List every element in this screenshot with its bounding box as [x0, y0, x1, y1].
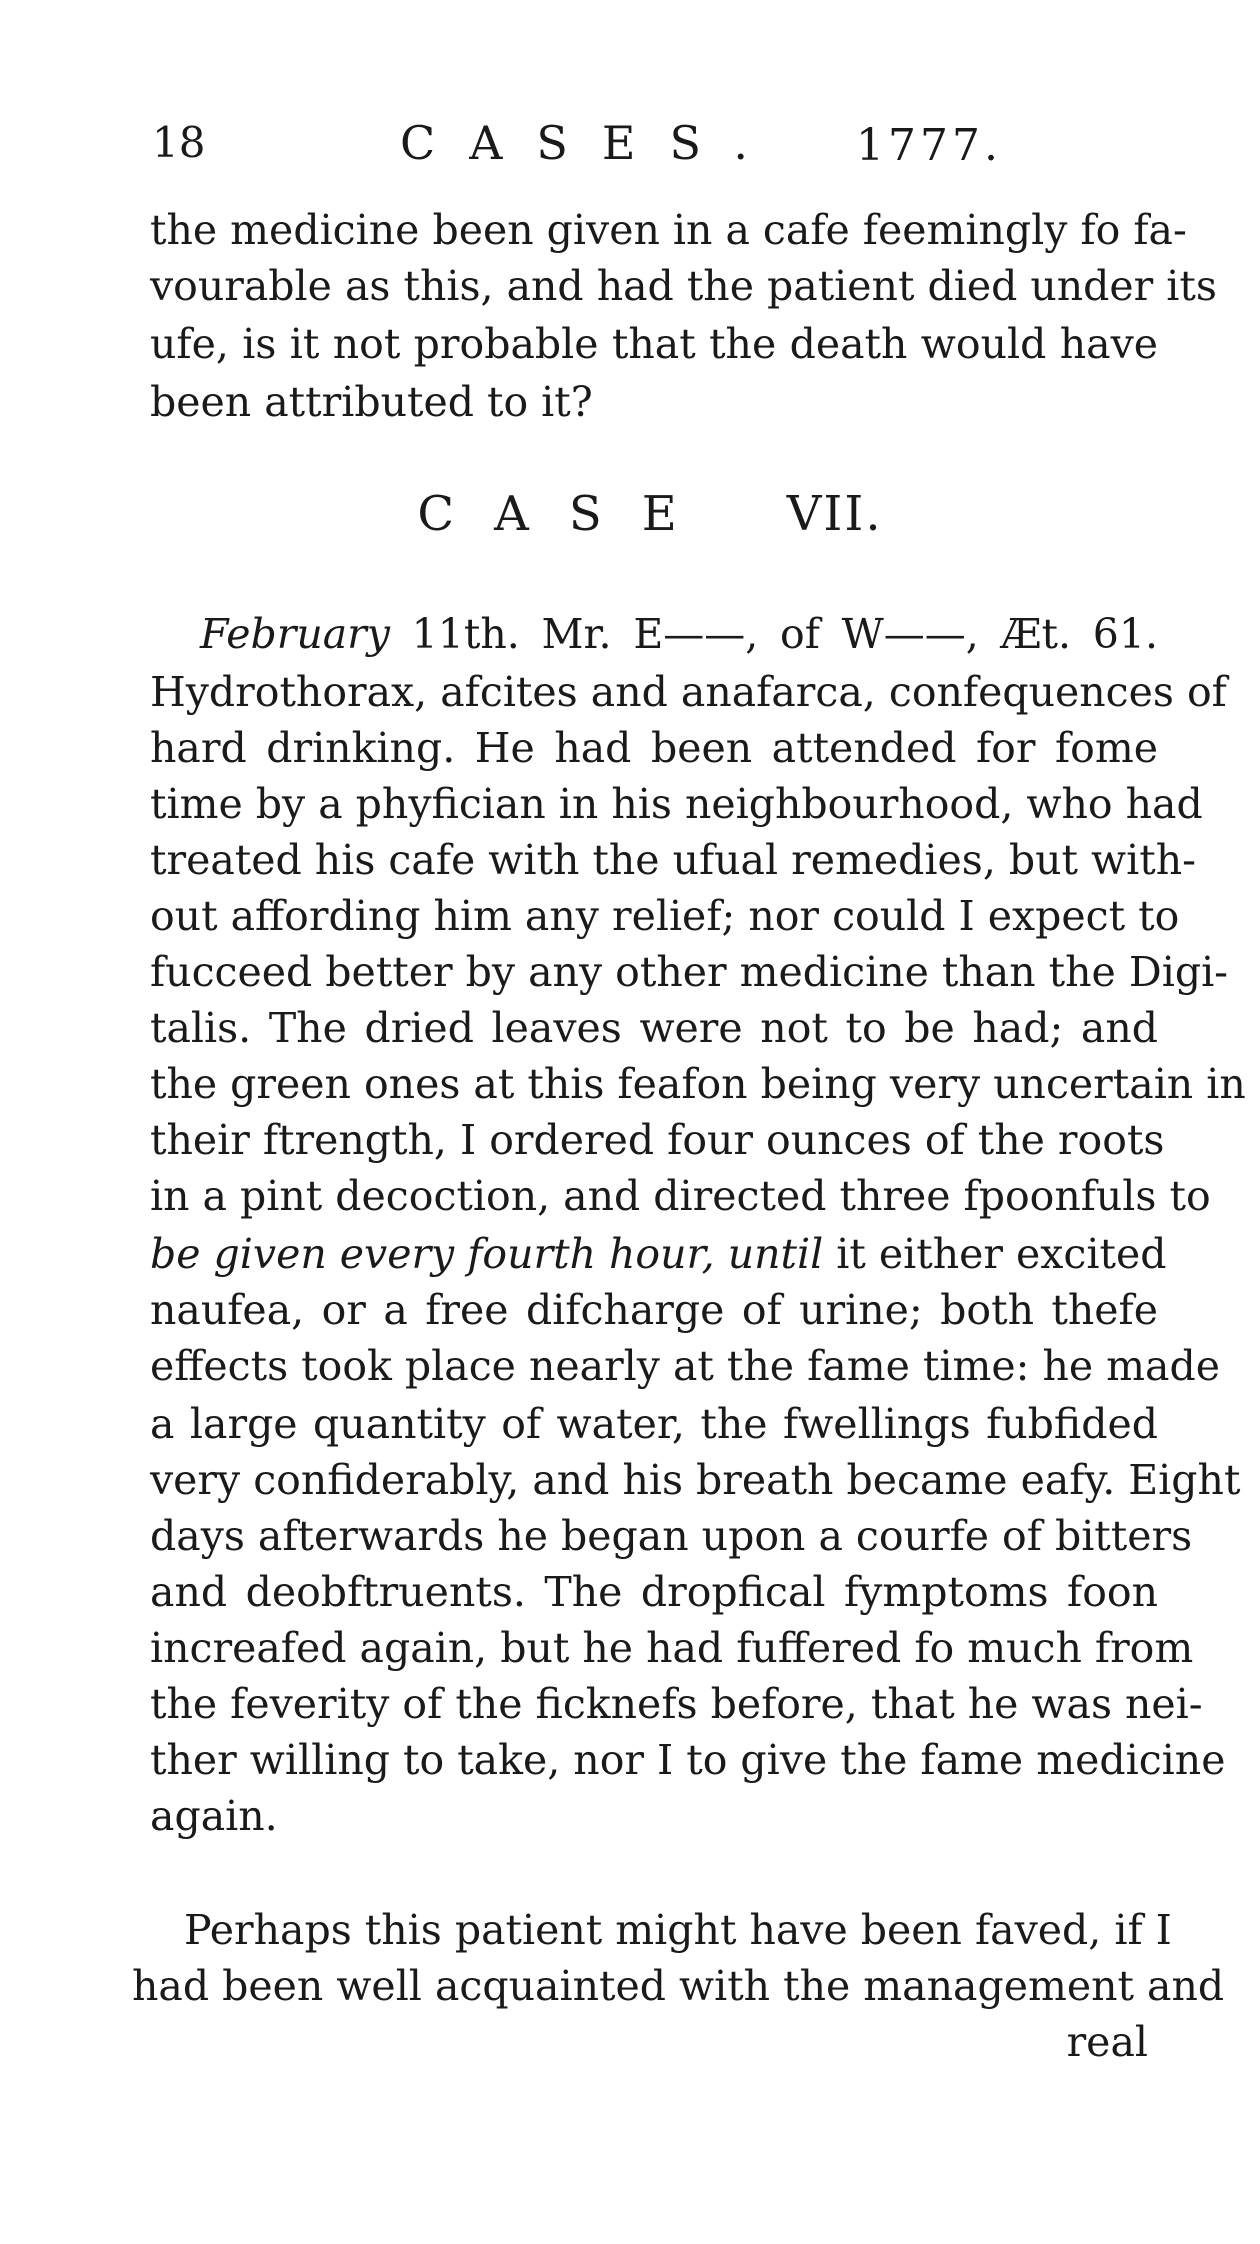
- text-line: increafed again, but he had fuffered fo much from: [150, 1624, 1194, 1672]
- text-line: been attributed to it?: [150, 378, 593, 426]
- text-line: fucceed better by any other medicine than the Digi-: [150, 948, 1229, 996]
- text-line: talis. The dried leaves were not to be had; and: [150, 1004, 1158, 1052]
- text-line: ufe, is it not probable that the death would have: [150, 320, 1158, 368]
- text-line: Perhaps this patient might have been faved, if I: [184, 1906, 1172, 1954]
- text-line: vourable as this, and had the patient died under its: [150, 262, 1217, 310]
- case-label: CASE: [417, 486, 717, 542]
- case-first-line-text: 11th. Mr. E——, of W——, Æt. 61.: [389, 610, 1158, 658]
- text-line: ther willing to take, nor I to give the fame medicine: [150, 1736, 1226, 1784]
- text-line: the green ones at this feafon being very uncertain in: [150, 1060, 1246, 1108]
- text-line: effects took place nearly at the fame time: he made: [150, 1342, 1221, 1390]
- text-line-italic: [150, 1226, 1167, 1282]
- running-head: [150, 116, 1150, 176]
- text-line: the medicine been given in a cafe feemingly fo fa-: [150, 206, 1187, 254]
- running-year: 1777.: [856, 120, 1002, 171]
- case-first-line: [200, 606, 1158, 662]
- text-line: treated his cafe with the ufual remedies, but with-: [150, 836, 1196, 884]
- text-line: and deobftruents. The dropfical fymptoms foon: [150, 1568, 1158, 1616]
- text-line: Hydrothorax, afcites and anafarca, confequences of: [150, 668, 1227, 716]
- case-date: February: [200, 610, 390, 658]
- line-tail: it either excited: [823, 1230, 1167, 1278]
- text-line: time by a phyfician in his neighbourhood, who had: [150, 780, 1203, 828]
- catchword: real: [1066, 2018, 1148, 2066]
- italic-phrase: be given every fourth hour,: [150, 1230, 728, 1278]
- text-line: a large quantity of water, the fwellings fubfided: [150, 1400, 1158, 1448]
- text-line: again.: [150, 1792, 278, 1840]
- text-line: had been well acquainted with the management and: [132, 1962, 1225, 2010]
- page-number: 18: [152, 118, 206, 167]
- case-number: VII.: [786, 486, 883, 542]
- text-line: days afterwards he began upon a courfe of bitters: [150, 1512, 1193, 1560]
- text-line: in a pint decoction, and directed three fpoonfuls to: [150, 1172, 1211, 1220]
- text-line: naufea, or a free difcharge of urine; both thefe: [150, 1286, 1158, 1334]
- text-line: hard drinking. He had been attended for fome: [150, 724, 1158, 772]
- italic-word: until: [727, 1230, 824, 1278]
- text-line: the feverity of the ficknefs before, that he was nei-: [150, 1680, 1203, 1728]
- text-line: out affording him any relief; nor could I expect to: [150, 892, 1180, 940]
- running-title: CASES.: [400, 116, 783, 170]
- text-line: very confiderably, and his breath became eafy. Eight: [150, 1456, 1241, 1504]
- text-line: their ftrength, I ordered four ounces of the roots: [150, 1116, 1165, 1164]
- case-heading: [0, 486, 1260, 542]
